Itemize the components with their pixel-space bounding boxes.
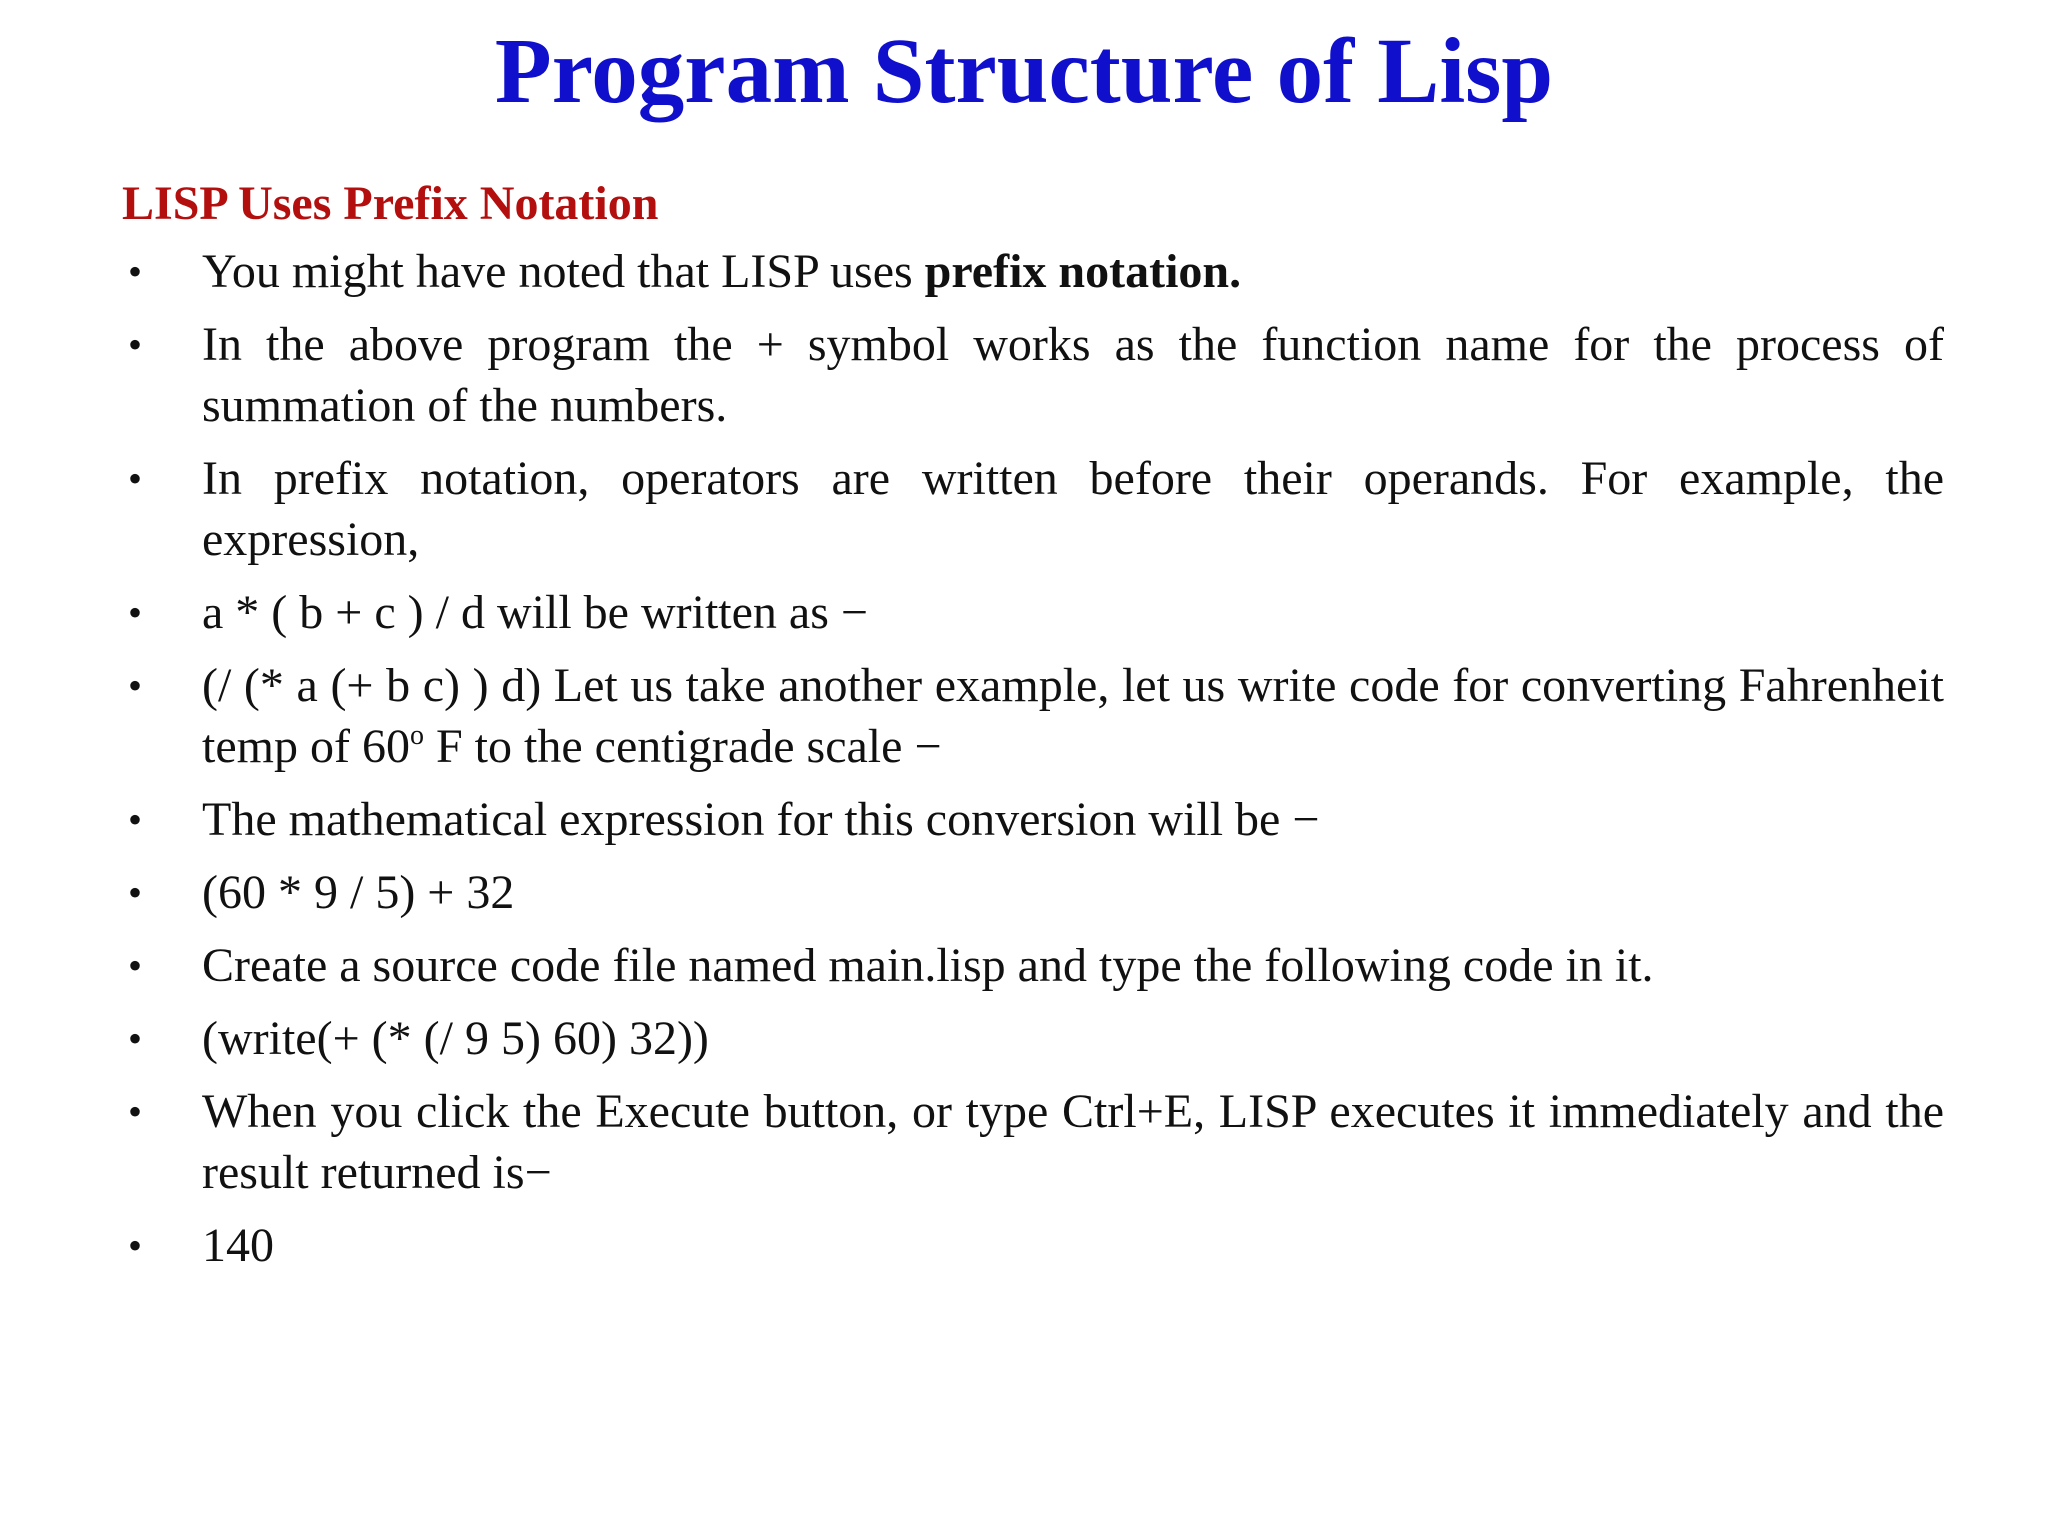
slide-title: Program Structure of Lisp [494, 20, 1554, 123]
bullet-item-lisp-code [122, 1008, 1944, 1069]
bullet-list [122, 241, 1944, 1288]
bullet-text: (write(+ (* (/ 9 5) 60) 32)) [202, 1012, 709, 1065]
bullet-item-create-source-file [122, 935, 1944, 996]
bullet-item-operators-before-operands [122, 448, 1944, 570]
bullet-item-prefix-notation [122, 241, 1944, 302]
bullet-bold-text: prefix notation. [924, 245, 1242, 298]
bullet-text: a * ( b + c ) / d will be written as − [202, 586, 868, 639]
bullet-text: 140 [202, 1219, 274, 1272]
bullet-item-prefix-expression [122, 655, 1944, 777]
bullet-text: In the above program the + symbol works as the function name for the process of summation of the numbers. [202, 318, 1944, 432]
bullet-icon: • [128, 663, 143, 708]
bullet-icon: • [128, 322, 143, 367]
bullet-icon: • [128, 456, 143, 501]
bullet-text: The mathematical expression for this conversion will be − [202, 793, 1320, 846]
bullet-icon: • [128, 943, 143, 988]
bullet-text-continued: F to the centigrade scale − [423, 720, 942, 773]
bullet-text: (/ (* a (+ b c) ) d) Let us take another example, let us write code for converting Fahrenheit temp of 60 [202, 659, 1944, 773]
bullet-item-execute-instructions [122, 1081, 1944, 1203]
degree-superscript: o [409, 720, 424, 751]
bullet-icon: • [128, 590, 143, 635]
bullet-icon: • [128, 797, 143, 842]
bullet-text: You might have noted that LISP uses [202, 245, 925, 298]
bullet-text: (60 * 9 / 5) + 32 [202, 866, 515, 919]
bullet-icon: • [128, 1089, 143, 1134]
bullet-icon: • [128, 1016, 143, 1061]
bullet-icon: • [128, 1223, 143, 1268]
bullet-item-math-expression-label [122, 789, 1944, 850]
bullet-icon: • [128, 249, 143, 294]
bullet-item-infix-expression [122, 582, 1944, 643]
section-heading: LISP Uses Prefix Notation [122, 177, 659, 230]
bullet-text: Create a source code file named main.lisp and type the following code in it. [202, 939, 1654, 992]
bullet-text: When you click the Execute button, or type Ctrl+E, LISP executes it immediately and the result returned is− [202, 1085, 1944, 1199]
bullet-item-result [122, 1215, 1944, 1276]
bullet-text: In prefix notation, operators are written before their operands. For example, the expression, [202, 452, 1944, 566]
bullet-item-plus-symbol [122, 314, 1944, 436]
bullet-item-math-expression [122, 862, 1944, 923]
bullet-icon: • [128, 870, 143, 915]
